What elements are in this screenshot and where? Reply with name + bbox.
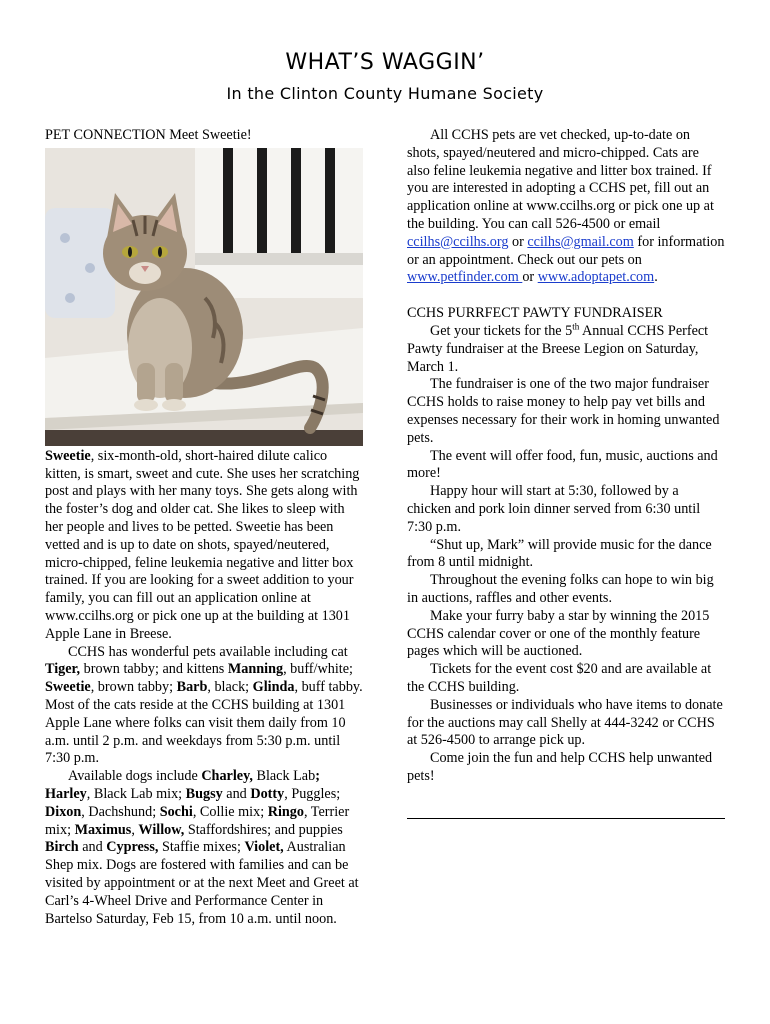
pet-name-tiger: Tiger, xyxy=(45,661,81,678)
pet-name-maximus: Maximus xyxy=(74,821,132,838)
pet-name-sochi: Sochi xyxy=(159,803,193,820)
fundraiser-paragraph-donations: Businesses or individuals who have items to donate for the auctions may call Shelly at 444-3242 or CCHS at 526-4500 to arrange pick up. xyxy=(407,696,723,749)
fundraiser-heading: CCHS PURRFECT PAWTY FUNDRAISER xyxy=(407,305,663,322)
dogs-paragraph: Available dogs include Charley, Black Lab; Harley, Black Lab mix; Bugsy and Dotty, Puggles; Dixon, Dachshund; Sochi, Collie mix; Ringo, Terrier mix; Maximus, Willow, Staffordshires; and puppies Birch and Cypress, Staffie mixes; Violet, Australian Shep mix. Dogs are fostered with families and can be visited by appointment or at the next Meet and Greet at Carl’s 4-Wheel Drive and Performance Center in Bartelso Saturday, Feb 15, from 10 a.m. until noon. xyxy=(45,768,359,927)
adoption-info-paragraph: All CCHS pets are vet checked, up-to-date on shots, spayed/neutered and micro-chipped. Cats are also feline leukemia negative and litter box trained. If you are interested in adopting a CCHS pet, fill out an application online at www.ccilhs.org or pick one up at the building. You can call 526-4500 or email ccilhs@ccilhs.org or ccilhs@gmail.com for information or an appointment. Check out our pets on www.petfinder.com or www.adoptapet.com. xyxy=(407,127,725,286)
email-link-gmail[interactable]: ccilhs@gmail.com xyxy=(527,233,634,250)
sweetie-name: Sweetie xyxy=(45,447,91,464)
pet-name-cypress: Cypress, xyxy=(106,839,159,856)
sweetie-photo xyxy=(45,148,363,446)
cats-paragraph: CCHS has wonderful pets available including cat Tiger, brown tabby; and kittens Manning, buff/white; Sweetie, brown tabby; Barb, black; Glinda, buff tabby. Most of the cats reside at the CCHS building at 1301 Apple Lane where folks can visit them daily from 10 a.m. until 2 p.m. and weekdays from 5:30 p.m. until 7:30 p.m. xyxy=(45,643,363,767)
sweetie-description: Sweetie, six-month-old, short-haired dilute calico kitten, is smart, sweet and cute. She uses her scratching post and plays with her many toys. She gets along with the foster’s dog and older cat. She likes to sleep with her people and lives to be petted. Sweetie has been vetted and is up to date on shots, spayed/neutered, micro-chipped, feline leukemia negative and litter box trained. If you are looking for a sweet addition to your family, you can fill out an application online at www.ccilhs.org or pick one up at the building at 1301 Apple Lane in Breese. xyxy=(45,447,360,642)
adoptapet-link[interactable]: www.adoptapet.com xyxy=(537,269,655,286)
left-column xyxy=(45,127,363,928)
fundraiser-paragraph-purpose: The fundraiser is one of the two major fundraiser CCHS holds to raise money to help pay vet bills and expenses necessary for their work in homing unwanted pets. xyxy=(407,376,720,446)
fundraiser-paragraph-tickets: Get your tickets for the 5th Annual CCHS Perfect Pawty fundraiser at the Breese Legion on Saturday, March 1. xyxy=(407,321,709,375)
pet-name-manning: Manning xyxy=(227,661,284,678)
pet-name-sweetie: Sweetie xyxy=(45,679,91,696)
fundraiser-paragraph-happy-hour: Happy hour will start at 5:30, followed by a chicken and pork loin dinner served from 6:30 until 7:30 p.m. xyxy=(407,483,701,535)
pet-name-willow: Willow, xyxy=(138,821,185,838)
pet-name-glinda: Glinda xyxy=(252,679,295,696)
cat-illustration xyxy=(45,148,363,446)
page-subtitle: In the Clinton County Humane Society xyxy=(226,84,544,103)
pet-name-harley: Harley xyxy=(45,785,87,802)
email-link-ccilhs[interactable]: ccilhs@ccilhs.org xyxy=(407,233,509,250)
pet-name-violet: Violet, xyxy=(244,839,284,856)
pet-name-charley: Charley, xyxy=(201,768,253,785)
fundraiser-paragraph-calendar: Make your furry baby a star by winning the 2015 CCHS calendar cover or one of the monthly feature pages which will be auctioned. xyxy=(407,607,710,660)
fundraiser-paragraph-music: “Shut up, Mark” will provide music for the dance from 8 until midnight. xyxy=(407,536,712,571)
pet-name-barb: Barb xyxy=(176,679,208,696)
horizontal-rule xyxy=(407,818,725,819)
pet-name-dixon: Dixon xyxy=(45,803,82,820)
pet-name-bugsy: Bugsy xyxy=(185,785,223,802)
page-title: WHAT’S WAGGIN’ xyxy=(285,50,485,75)
fundraiser-paragraph-tickets-cost: Tickets for the event cost $20 and are available at the CCHS building. xyxy=(407,661,712,695)
fundraiser-paragraph-event: The event will offer food, fun, music, auctions and more! xyxy=(407,447,718,482)
petfinder-link[interactable]: www.petfinder.com xyxy=(407,269,523,286)
fundraiser-paragraph-auctions: Throughout the evening folks can hope to win big in auctions, raffles and other events. xyxy=(407,572,714,606)
pet-name-dotty: Dotty xyxy=(250,785,285,802)
right-column xyxy=(407,127,725,786)
pet-connection-heading: PET CONNECTION Meet Sweetie! xyxy=(45,127,252,143)
pet-name-ringo: Ringo xyxy=(267,803,304,820)
fundraiser-paragraph-closing: Come join the fun and help CCHS help unwanted pets! xyxy=(407,750,713,784)
pet-name-birch: Birch xyxy=(45,839,79,856)
